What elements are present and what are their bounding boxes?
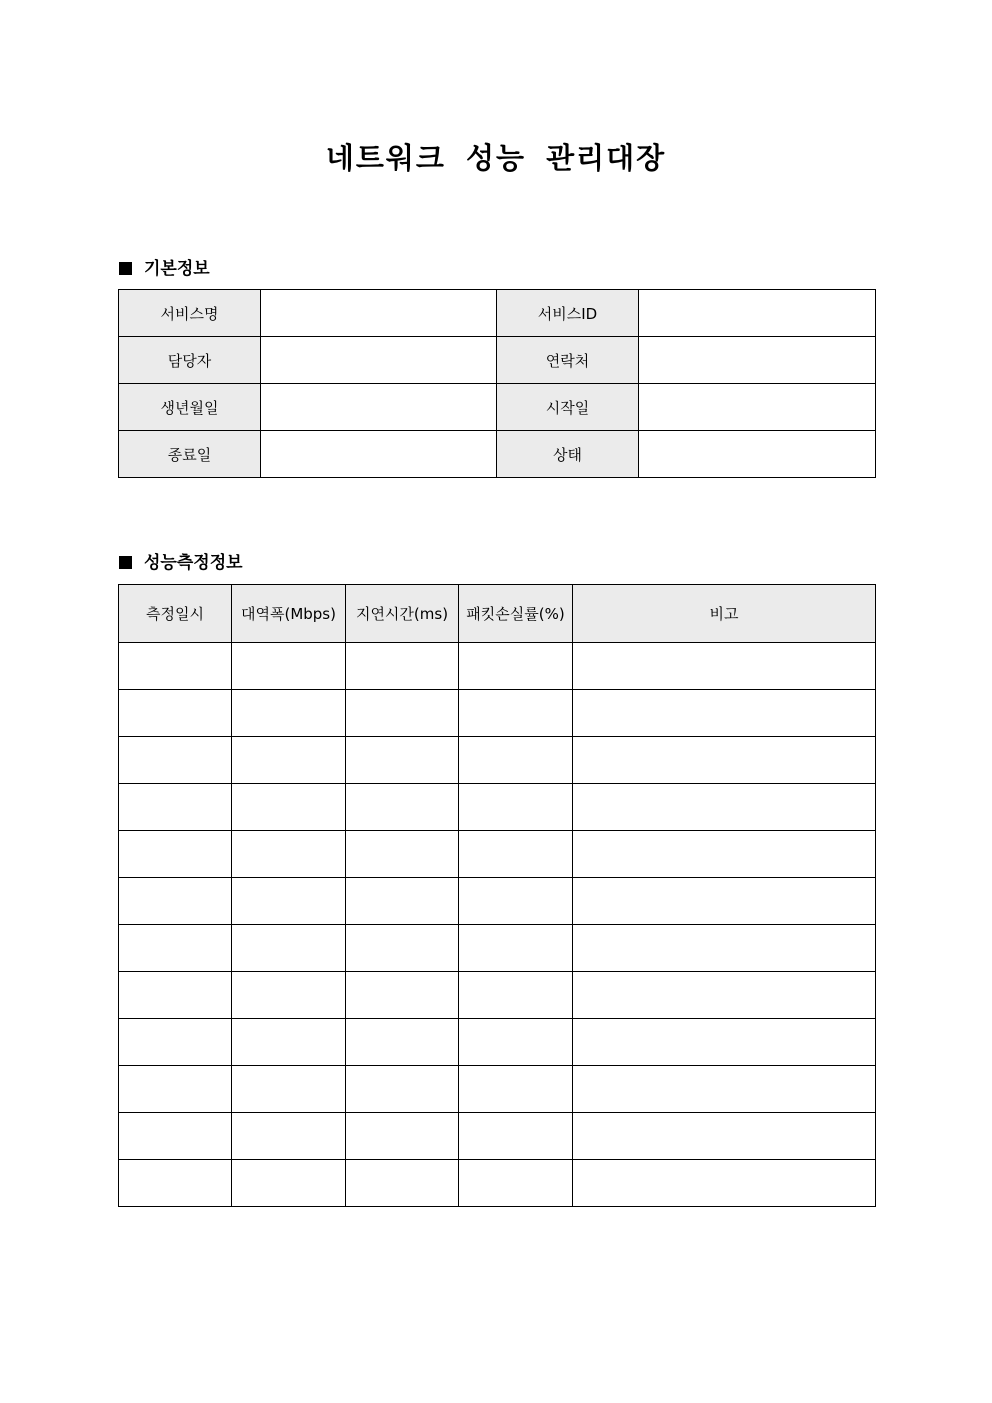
table-row — [119, 1066, 876, 1113]
latency-cell[interactable] — [346, 690, 459, 737]
bandwidth-cell[interactable] — [232, 878, 346, 925]
table-row — [119, 643, 876, 690]
latency-cell[interactable] — [346, 972, 459, 1019]
section-heading-label: 성능측정정보 — [144, 553, 243, 573]
table-row — [119, 384, 876, 431]
column-header-latency: 지연시간(ms) — [346, 585, 459, 643]
field-label: 담당자 — [119, 337, 261, 384]
field-value[interactable] — [639, 337, 876, 384]
measured-at-cell[interactable] — [119, 1066, 232, 1113]
latency-cell[interactable] — [346, 737, 459, 784]
bandwidth-cell[interactable] — [232, 1019, 346, 1066]
measured-at-cell[interactable] — [119, 925, 232, 972]
column-header-packet-loss: 패킷손실률(%) — [459, 585, 573, 643]
basic-info-table — [118, 289, 876, 478]
remarks-cell[interactable] — [573, 690, 876, 737]
section-heading-performance — [119, 548, 243, 573]
packet-loss-cell[interactable] — [459, 1160, 573, 1207]
latency-cell[interactable] — [346, 1160, 459, 1207]
field-label: 서비스ID — [497, 290, 639, 337]
remarks-cell[interactable] — [573, 925, 876, 972]
bandwidth-cell[interactable] — [232, 831, 346, 878]
table-row — [119, 784, 876, 831]
remarks-cell[interactable] — [573, 737, 876, 784]
measured-at-cell[interactable] — [119, 1160, 232, 1207]
packet-loss-cell[interactable] — [459, 831, 573, 878]
field-label: 연락처 — [497, 337, 639, 384]
field-value[interactable] — [261, 431, 497, 478]
field-label: 서비스명 — [119, 290, 261, 337]
packet-loss-cell[interactable] — [459, 1019, 573, 1066]
table-row — [119, 878, 876, 925]
latency-cell[interactable] — [346, 1113, 459, 1160]
bandwidth-cell[interactable] — [232, 643, 346, 690]
remarks-cell[interactable] — [573, 1019, 876, 1066]
field-value[interactable] — [639, 290, 876, 337]
table-row — [119, 972, 876, 1019]
section-heading-basic-info — [119, 254, 210, 279]
table-header-row — [119, 585, 876, 643]
field-value[interactable] — [261, 384, 497, 431]
field-value[interactable] — [261, 290, 497, 337]
remarks-cell[interactable] — [573, 878, 876, 925]
field-value[interactable] — [639, 384, 876, 431]
latency-cell[interactable] — [346, 831, 459, 878]
packet-loss-cell[interactable] — [459, 1113, 573, 1160]
latency-cell[interactable] — [346, 784, 459, 831]
table-row — [119, 925, 876, 972]
latency-cell[interactable] — [346, 925, 459, 972]
field-label: 상태 — [497, 431, 639, 478]
document-title: 네트워크 성능 관리대장 — [325, 141, 667, 175]
column-header-bandwidth: 대역폭(Mbps) — [232, 585, 346, 643]
bandwidth-cell[interactable] — [232, 690, 346, 737]
table-row — [119, 690, 876, 737]
table-row — [119, 431, 876, 478]
measured-at-cell[interactable] — [119, 690, 232, 737]
latency-cell[interactable] — [346, 1066, 459, 1113]
packet-loss-cell[interactable] — [459, 690, 573, 737]
table-row — [119, 1019, 876, 1066]
measured-at-cell[interactable] — [119, 643, 232, 690]
column-header-remarks: 비고 — [573, 585, 876, 643]
packet-loss-cell[interactable] — [459, 737, 573, 784]
remarks-cell[interactable] — [573, 1113, 876, 1160]
table-row — [119, 831, 876, 878]
remarks-cell[interactable] — [573, 643, 876, 690]
column-header-measured-at: 측정일시 — [119, 585, 232, 643]
measured-at-cell[interactable] — [119, 784, 232, 831]
performance-table-body — [119, 643, 876, 1207]
bandwidth-cell[interactable] — [232, 1113, 346, 1160]
square-bullet-icon — [119, 262, 132, 275]
measured-at-cell[interactable] — [119, 972, 232, 1019]
field-value[interactable] — [261, 337, 497, 384]
performance-table — [118, 584, 876, 1207]
remarks-cell[interactable] — [573, 1160, 876, 1207]
section-heading-label: 기본정보 — [144, 259, 210, 279]
packet-loss-cell[interactable] — [459, 878, 573, 925]
packet-loss-cell[interactable] — [459, 643, 573, 690]
bandwidth-cell[interactable] — [232, 972, 346, 1019]
field-label: 생년월일 — [119, 384, 261, 431]
table-row — [119, 1160, 876, 1207]
measured-at-cell[interactable] — [119, 737, 232, 784]
packet-loss-cell[interactable] — [459, 1066, 573, 1113]
bandwidth-cell[interactable] — [232, 1160, 346, 1207]
remarks-cell[interactable] — [573, 831, 876, 878]
remarks-cell[interactable] — [573, 784, 876, 831]
measured-at-cell[interactable] — [119, 878, 232, 925]
packet-loss-cell[interactable] — [459, 972, 573, 1019]
packet-loss-cell[interactable] — [459, 784, 573, 831]
table-row — [119, 1113, 876, 1160]
measured-at-cell[interactable] — [119, 1113, 232, 1160]
table-row — [119, 737, 876, 784]
field-label: 시작일 — [497, 384, 639, 431]
latency-cell[interactable] — [346, 1019, 459, 1066]
bandwidth-cell[interactable] — [232, 925, 346, 972]
square-bullet-icon — [119, 556, 132, 569]
bandwidth-cell[interactable] — [232, 737, 346, 784]
remarks-cell[interactable] — [573, 972, 876, 1019]
table-row — [119, 290, 876, 337]
packet-loss-cell[interactable] — [459, 925, 573, 972]
latency-cell[interactable] — [346, 878, 459, 925]
field-value[interactable] — [639, 431, 876, 478]
remarks-cell[interactable] — [573, 1066, 876, 1113]
measured-at-cell[interactable] — [119, 1019, 232, 1066]
measured-at-cell[interactable] — [119, 831, 232, 878]
table-row — [119, 337, 876, 384]
bandwidth-cell[interactable] — [232, 784, 346, 831]
bandwidth-cell[interactable] — [232, 1066, 346, 1113]
latency-cell[interactable] — [346, 643, 459, 690]
field-label: 종료일 — [119, 431, 261, 478]
